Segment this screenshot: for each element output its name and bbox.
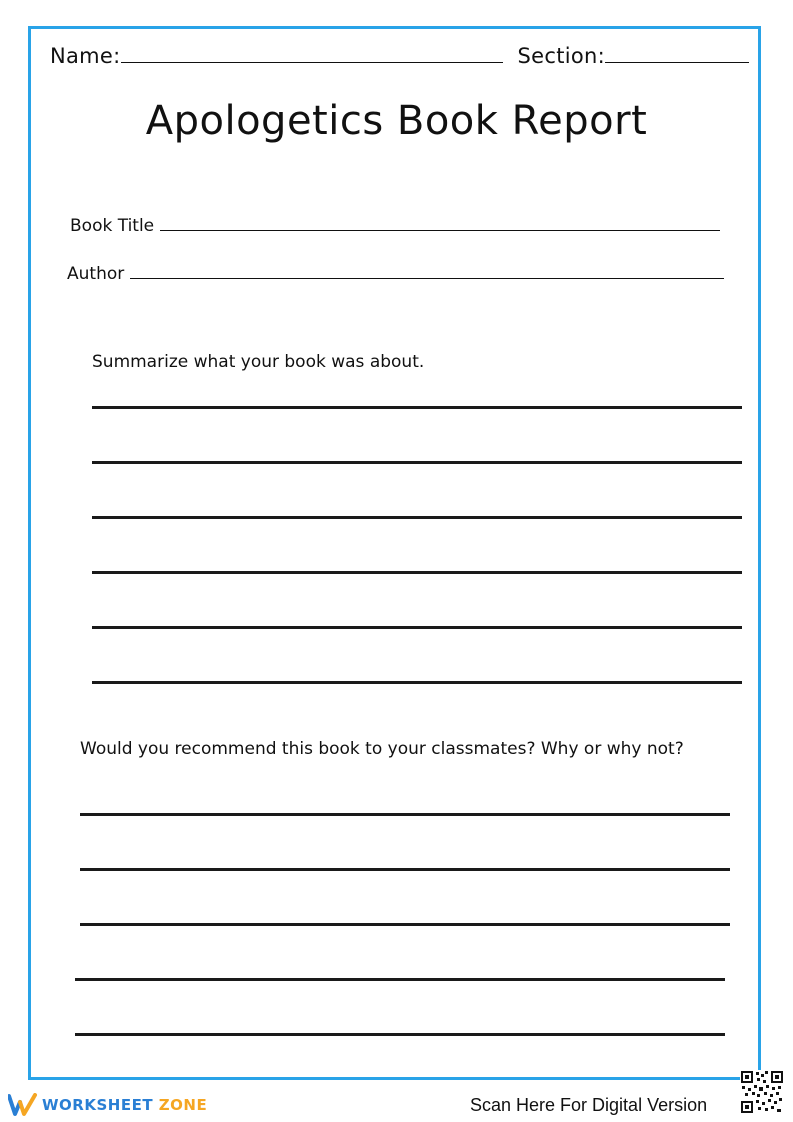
brand-name: WORKSHEET ZONE [42,1096,208,1114]
section-label: Section: [517,44,606,68]
qr-code-icon[interactable] [740,1070,784,1114]
summary-line-5[interactable] [92,626,742,629]
section-field[interactable] [605,42,749,63]
name-label: Name: [50,44,121,68]
name-field[interactable] [121,42,503,63]
summary-prompt: Summarize what your book was about. [92,352,425,372]
recommend-line-1[interactable] [80,813,730,816]
worksheet-zone-logo-icon [8,1093,38,1117]
summary-line-1[interactable] [92,406,742,409]
summary-line-4[interactable] [92,571,742,574]
page-border [28,26,761,1080]
book-title-row [70,216,720,236]
scan-caption: Scan Here For Digital Version [470,1095,708,1115]
book-title-label: Book Title [70,216,155,236]
recommend-line-4[interactable] [75,978,725,981]
brand-logo[interactable] [8,1093,207,1117]
summary-line-6[interactable] [92,681,742,684]
recommend-line-5[interactable] [75,1033,725,1036]
summary-line-3[interactable] [92,516,742,519]
name-section-row [50,42,750,68]
author-label: Author [67,264,125,284]
recommend-line-2[interactable] [80,868,730,871]
recommend-prompt: Would you recommend this book to your classmates? Why or why not? [80,739,684,759]
book-title-field[interactable] [160,216,720,231]
recommend-line-3[interactable] [80,923,730,926]
summary-line-2[interactable] [92,461,742,464]
author-field[interactable] [130,264,724,279]
author-row [67,264,724,284]
page-title: Apologetics Book Report [145,98,648,144]
